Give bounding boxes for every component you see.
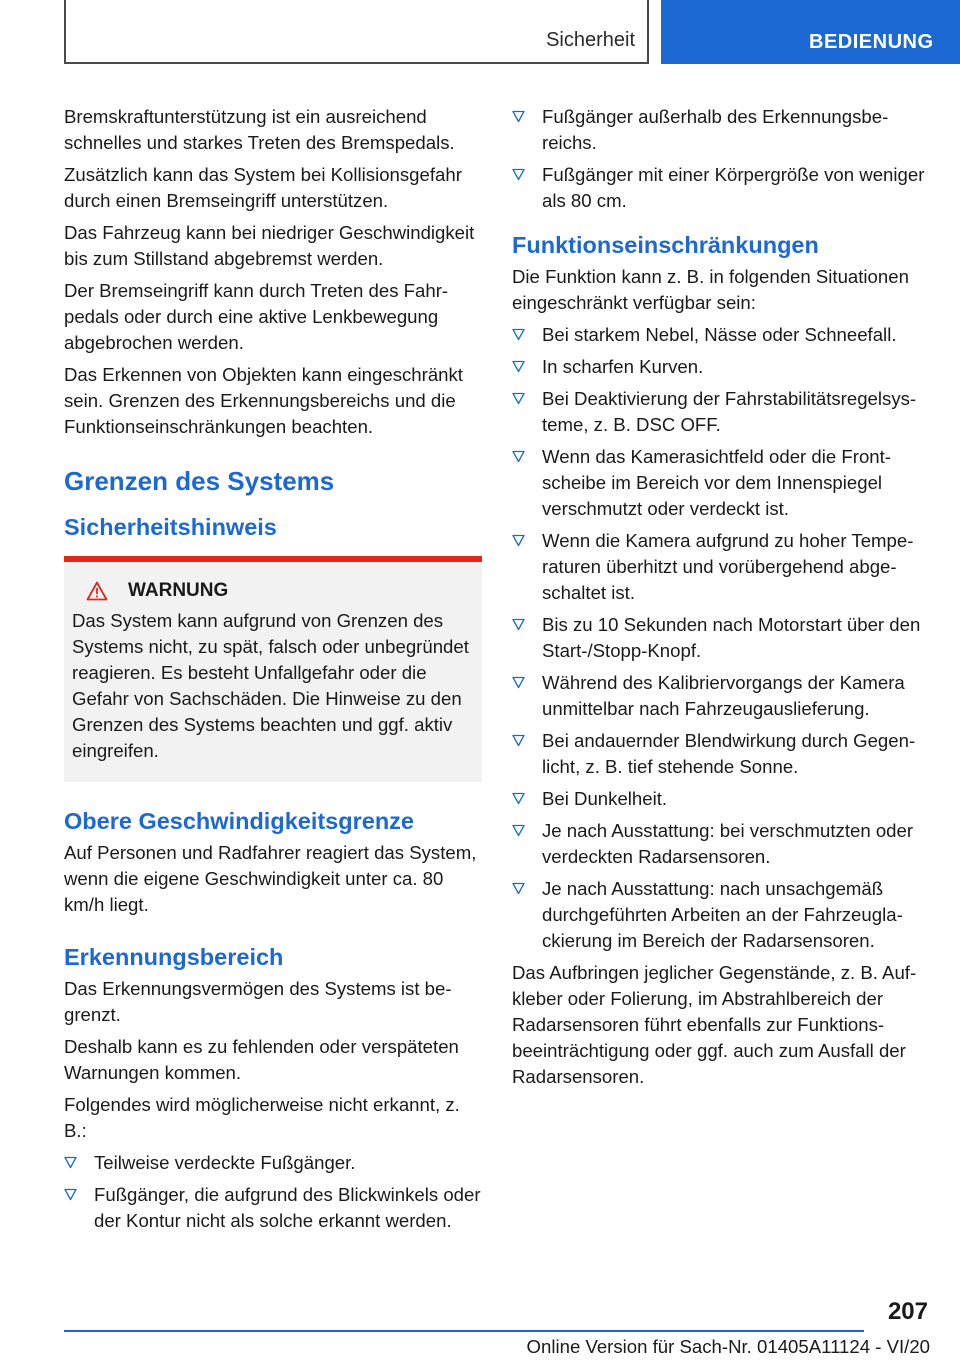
bullet-triangle-icon <box>512 328 525 341</box>
left-column <box>64 104 482 1240</box>
list-item <box>512 444 932 522</box>
header-chapter-box <box>661 0 960 64</box>
list-item <box>512 322 932 348</box>
footer-divider <box>64 1330 864 1332</box>
list-item <box>512 876 932 954</box>
paragraph: Das Aufbringen jeglicher Gegenstände, z. B. Aufkleber oder Folierung, im Abstrahlbereich der Radarsensoren führt ebenfalls zur Funktionsbeeinträchtigung oder ggf. auch zum Ausfall der Radarsensoren. <box>512 962 917 1087</box>
paragraph: Auf Personen und Radfahrer reagiert das System, wenn die eigene Geschwindigkeit unter ca. 80 km/h liegt. <box>64 842 477 915</box>
list-item-text: Je nach Ausstattung: nach unsachgemäß durchgeführten Arbeiten an der Fahrzeuglackierung im Bereich der Radarsensoren. <box>542 878 903 951</box>
list-item <box>512 728 932 780</box>
list-item-text: In scharfen Kurven. <box>542 356 704 377</box>
bullet-triangle-icon <box>512 450 525 463</box>
list-item <box>512 354 932 380</box>
list-item-text: Wenn die Kamera aufgrund zu hoher Temperaturen überhitzt und vorübergehend abgeschaltet ist. <box>542 530 914 603</box>
warning-box <box>64 556 482 782</box>
paragraph: Folgendes wird möglicherweise nicht erkannt, z. B.: <box>64 1094 460 1141</box>
page-number: 207 <box>887 1298 928 1325</box>
list-item <box>512 786 932 812</box>
list-item-text: Bei starkem Nebel, Nässe oder Schneefall. <box>542 324 897 345</box>
bullet-triangle-icon <box>64 1188 77 1201</box>
bullet-triangle-icon <box>512 734 525 747</box>
list-item-text: Bis zu 10 Sekunden nach Motorstart über den Start-/Stopp-Knopf. <box>542 614 921 661</box>
list-item <box>64 1182 482 1234</box>
list-item <box>64 1150 482 1176</box>
warning-triangle-icon <box>86 581 108 601</box>
list-item <box>512 670 932 722</box>
paragraph: Deshalb kann es zu fehlenden oder verspäteten Warnungen kommen. <box>64 1036 459 1083</box>
paragraph: Zusätzlich kann das System bei Kollisionsgefahr durch einen Bremseingriff unterstützen. <box>64 164 462 211</box>
heading-system-limits: Grenzen des Systems <box>64 466 335 496</box>
bullet-triangle-icon <box>512 792 525 805</box>
list-item-text: Während des Kalibriervorgangs der Kamera unmittelbar nach Fahrzeugauslieferung. <box>542 672 905 719</box>
paragraph: Das Erkennen von Objekten kann eingeschränkt sein. Grenzen des Erkennungsbereichs und die Funktionseinschränkungen beachten. <box>64 364 463 437</box>
paragraph: Der Bremseingriff kann durch Treten des Fahrpedals oder durch eine aktive Lenkbewegung abgebrochen werden. <box>64 280 449 353</box>
heading-function-limits: Funktionseinschränkungen <box>512 232 819 258</box>
bullet-triangle-icon <box>512 676 525 689</box>
list-item-text: Fußgänger außerhalb des Erkennungsbereichs. <box>542 106 889 153</box>
detection-list <box>64 1150 482 1234</box>
list-item-text: Je nach Ausstattung: bei verschmutzten oder verdeckten Radarsensoren. <box>542 820 914 867</box>
header-section-box <box>64 0 649 64</box>
list-item-text: Teilweise verdeckte Fußgänger. <box>94 1152 356 1173</box>
list-item <box>512 528 932 606</box>
bullet-triangle-icon <box>512 882 525 895</box>
bullet-triangle-icon <box>512 168 525 181</box>
paragraph: Bremskraftunterstützung ist ein ausreichend schnelles und starkes Treten des Bremspedals. <box>64 106 455 153</box>
list-item-text: Bei Dunkelheit. <box>542 788 668 809</box>
warning-text: Das System kann aufgrund von Grenzen des Systems nicht, zu spät, falsch oder unbegründet reagieren. Es besteht Unfallgefahr oder die Gefahr von Sachschäden. Die Hinweise zu den Grenzen des Systems beachten und ggf. aktiv eingreifen. <box>72 610 469 761</box>
header-chapter-title: BEDIENUNG <box>809 31 934 53</box>
bullet-triangle-icon <box>512 534 525 547</box>
bullet-triangle-icon <box>512 392 525 405</box>
heading-speed-limit: Obere Geschwindigkeitsgrenze <box>64 808 414 834</box>
bullet-triangle-icon <box>512 110 525 123</box>
list-item-text: Fußgänger, die aufgrund des Blickwinkels oder der Kontur nicht als solche erkannt werden. <box>94 1184 481 1231</box>
warning-header <box>72 578 474 604</box>
list-item-text: Fußgänger mit einer Körpergröße von weniger als 80 cm. <box>542 164 925 211</box>
right-column <box>512 104 932 1096</box>
paragraph: Das Erkennungsvermögen des Systems ist begrenzt. <box>64 978 452 1025</box>
detection-list-continued <box>512 104 932 214</box>
footer-version-text: Online Version für Sach-Nr. 01405A11124 - VI/20 <box>526 1336 930 1357</box>
list-item-text: Bei andauernder Blendwirkung durch Gegenlicht, z. B. tief stehende Sonne. <box>542 730 916 777</box>
heading-detection-range: Erkennungsbereich <box>64 944 284 970</box>
list-item <box>512 162 932 214</box>
list-item-text: Wenn das Kamerasichtfeld oder die Frontscheibe im Bereich vor dem Innenspiegel verschmutzt oder verdeckt ist. <box>542 446 891 519</box>
paragraph: Das Fahrzeug kann bei niedriger Geschwindigkeit bis zum Stillstand abgebremst werden. <box>64 222 475 269</box>
list-item <box>512 818 932 870</box>
list-item <box>512 612 932 664</box>
warning-label: WARNUNG <box>128 580 229 601</box>
bullet-triangle-icon <box>512 360 525 373</box>
paragraph: Die Funktion kann z. B. in folgenden Situationen eingeschränkt verfügbar sein: <box>512 266 909 313</box>
list-item <box>512 104 932 156</box>
bullet-triangle-icon <box>64 1156 77 1169</box>
list-item <box>512 386 932 438</box>
header-section-title: Sicherheit <box>546 29 635 51</box>
limits-list <box>512 322 932 954</box>
list-item-text: Bei Deaktivierung der Fahrstabilitätsregelsysteme, z. B. DSC OFF. <box>542 388 917 435</box>
heading-safety-note: Sicherheitshinweis <box>64 514 277 540</box>
bullet-triangle-icon <box>512 618 525 631</box>
bullet-triangle-icon <box>512 824 525 837</box>
